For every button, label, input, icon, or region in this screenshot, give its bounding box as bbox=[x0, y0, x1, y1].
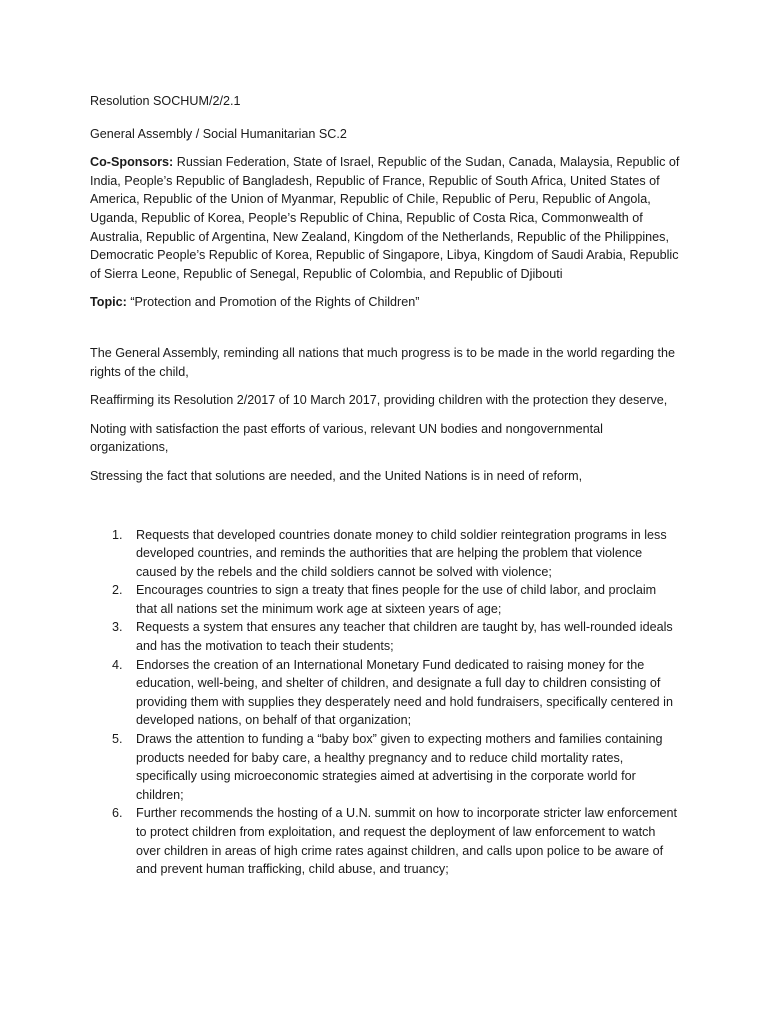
operative-clause bbox=[90, 656, 680, 730]
operative-clause bbox=[90, 804, 680, 878]
preambulatory-clause: Reaffirming its Resolution 2/2017 of 10 March 2017, providing children with the protection they deserve, bbox=[90, 393, 668, 408]
resolution-id: Resolution SOCHUM/2/2.1 bbox=[90, 94, 241, 108]
clause-number: 1. bbox=[112, 527, 123, 542]
operative-clause bbox=[90, 618, 680, 655]
topic-label: Topic: bbox=[90, 295, 127, 310]
committee-name: General Assembly / Social Humanitarian SC.2 bbox=[90, 126, 347, 141]
clause-text: Requests that developed countries donate money to child soldier reintegration programs in less developed countries, and reminds the authorities that are helping the problem that violence caused by the rebels and the child soldiers cannot be solved with violence; bbox=[136, 527, 667, 579]
operative-clauses-list bbox=[90, 526, 680, 879]
operative-clause bbox=[90, 730, 680, 804]
cosponsors-list: Russian Federation, State of Israel, Republic of the Sudan, Canada, Malaysia, Republic of India, People’s Republic of Bangladesh, Republic of France, Republic of South Africa, United States of America, Republic of the Union of Myanmar, Republic of Chile, Republic of Peru, Republic of Angola, Uganda, Republic of Korea, People’s Republic of China, Republic of Costa Rica, Commonwealth of Australia, Republic of Argentina, New Zealand, Kingdom of the Netherlands, Republic of the Philippines, Democratic People’s Republic of Korea, Republic of Singapore, Libya, Kingdom of Saudi Arabia, Republic of Sierra Leone, Republic of Senegal, Republic of Colombia, and Republic of Djibouti bbox=[90, 155, 680, 281]
clause-number: 4. bbox=[112, 657, 123, 672]
clause-text: Endorses the creation of an International Monetary Fund dedicated to raising money for the education, well-being, and shelter of children, and designate a full day to children consisting of providing them with supplies they desperately need and hold fundraisers, specifically centered in developed nations, on behalf of that organization; bbox=[136, 657, 673, 728]
clause-text: Requests a system that ensures any teacher that children are taught by, has well-rounded ideals and has the motivation to teach their students; bbox=[136, 620, 673, 654]
clause-number: 2. bbox=[112, 583, 123, 598]
document-body bbox=[90, 92, 680, 879]
clause-text: Encourages countries to sign a treaty that fines people for the use of child labor, and proclaim that all nations set the minimum work age at sixteen years of age; bbox=[136, 583, 657, 616]
preambulatory-clause: Stressing the fact that solutions are needed, and the United Nations is in need of reform, bbox=[90, 468, 583, 483]
preambulatory-clause: Noting with satisfaction the past efforts of various, relevant UN bodies and nongovernmental organizations, bbox=[90, 421, 603, 455]
clause-number: 5. bbox=[112, 732, 123, 747]
cosponsors-paragraph bbox=[90, 153, 680, 283]
cosponsors-label: Co-Sponsors: bbox=[90, 155, 174, 170]
clause-number: 3. bbox=[112, 620, 123, 635]
clause-text: Further recommends the hosting of a U.N. summit on how to incorporate stricter law enforcement to protect children from exploitation, and request the deployment of law enforcement to watch over children in areas of high crime rates against children, and calls upon police to be aware of and prevent human trafficking, child abuse, and truancy; bbox=[136, 806, 678, 877]
operative-clause bbox=[90, 526, 680, 582]
topic-text: “Protection and Promotion of the Rights of Children” bbox=[126, 295, 420, 310]
operative-clause bbox=[90, 581, 680, 618]
clause-text: Draws the attention to funding a “baby box” given to expecting mothers and families containing products needed for baby care, a healthy pregnancy and to reduce child mortality rates, specifically using microeconomic strategies aimed at advertising in the corporate world for children; bbox=[136, 732, 663, 802]
topic-paragraph bbox=[90, 293, 680, 312]
preambulatory-clause: The General Assembly, reminding all nations that much progress is to be made in the world regarding the rights of the child, bbox=[90, 345, 675, 379]
clause-number: 6. bbox=[112, 806, 123, 821]
